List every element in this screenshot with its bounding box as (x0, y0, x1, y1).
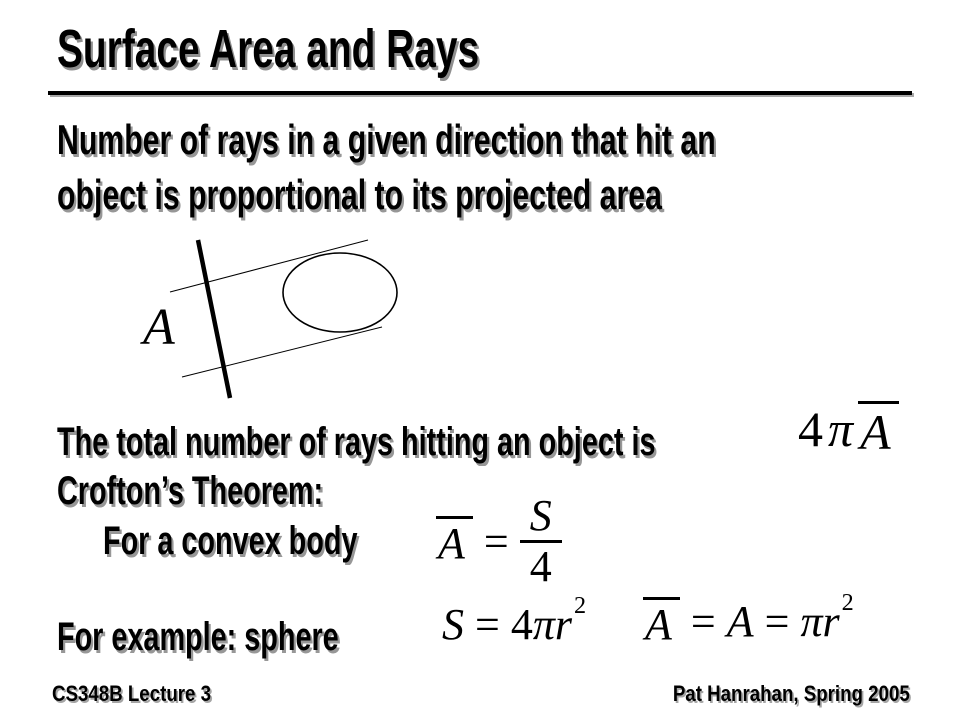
total-rays-sentence-text: The total number of rays hitting an object is (57, 420, 656, 464)
math-s: S (442, 600, 464, 649)
total-rays-sentence (57, 420, 888, 464)
math-pi: π (800, 597, 823, 646)
math-a-bar: A (436, 516, 473, 566)
math-fraction (520, 492, 562, 590)
example-label-text: For example: sphere (57, 615, 339, 659)
footer-course-text: CS348B Lecture 3 (52, 681, 212, 706)
object-ellipse (283, 253, 397, 332)
footer-author-text: Pat Hanrahan, Spring 2005 (673, 681, 910, 706)
example-label (57, 615, 448, 659)
crofton-formula (436, 492, 562, 590)
sphere-surface-area-formula (442, 592, 587, 650)
math-a-bar: A (643, 597, 680, 647)
projected-area-label: A (143, 299, 175, 356)
math-pi: π (828, 401, 854, 457)
math-coefficient: 4 (510, 600, 533, 649)
lower-ray-line (182, 327, 382, 377)
sphere-projected-area-formula (643, 589, 854, 649)
math-coefficient: 4 (798, 401, 823, 457)
convex-body-label (103, 519, 456, 563)
math-numerator: S (529, 491, 552, 540)
footer-course-label (52, 681, 239, 707)
body-line-2-text: object is proportional to its projected area (57, 171, 662, 218)
math-r: r (822, 597, 840, 646)
math-equals: = (475, 600, 500, 649)
math-equals: = (764, 597, 790, 646)
page-title-text: Surface Area and Rays (57, 19, 480, 79)
crofton-heading-text: Crofton’s Theorem: (57, 469, 324, 513)
body-line-1-text: Number of rays in a given direction that hit an (57, 116, 716, 163)
math-equals: = (690, 597, 716, 646)
body-paragraph (57, 112, 960, 222)
math-equals: = (483, 516, 509, 566)
body-line-1 (57, 112, 960, 167)
math-denominator: 4 (529, 541, 552, 591)
math-pi: π (532, 600, 555, 649)
title-underline (48, 91, 912, 95)
math-exponent: 2 (574, 592, 587, 620)
convex-body-label-text: For a convex body (103, 519, 358, 563)
math-a: A (726, 597, 754, 646)
total-rays-formula (798, 400, 899, 458)
footer-author-label (631, 681, 910, 707)
page-title (57, 18, 643, 80)
body-line-2 (57, 167, 960, 222)
projection-plane-line (198, 240, 230, 398)
math-r: r (554, 600, 572, 649)
math-exponent: 2 (841, 589, 854, 617)
math-a-bar: A (858, 401, 899, 457)
crofton-heading (57, 469, 427, 513)
